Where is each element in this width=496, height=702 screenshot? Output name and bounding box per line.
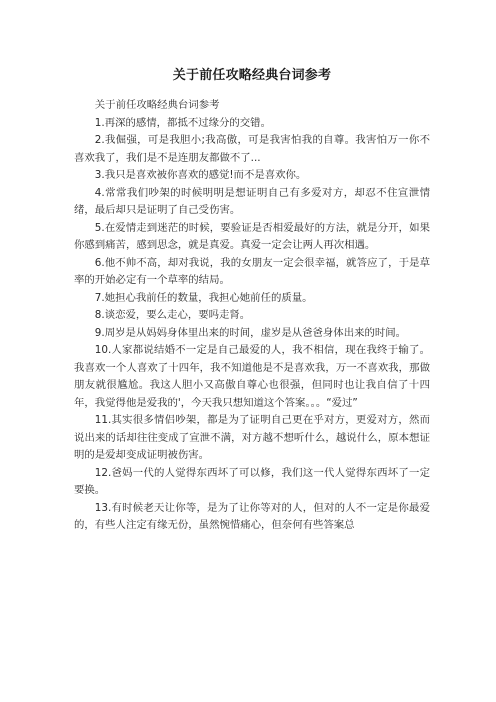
paragraph: 13.有时候老天让你等，是为了让你等对的人，但对的人不一定是你最爱的，有些人注定有缘无份，虽然惋惜痛心，但奈何有些答案总	[74, 501, 430, 531]
document-body	[74, 97, 430, 535]
paragraph: 11.其实很多情侣吵架，都是为了证明自己更在乎对方，更爱对方，然而说出来的话却往往变成了宣泄不满，对方越不想听什么，越说什么，原本想证明的是爱却变成证明被伤害。	[74, 414, 430, 461]
document-title: 关于前任攻略经典台词参考	[172, 68, 332, 83]
paragraph: 1.再深的感情，都抵不过缘分的交错。	[94, 116, 271, 129]
paragraph: 10.人家都说结婚不一定是自己最爱的人，我不相信，现在我终于输了。我喜欢一个人喜欢了十四年，我不知道他是不是喜欢我，万一不喜欢我，那做朋友就很尴尬。我这人胆小又高傲自尊心也很强，但同时也让我自信了十四年，我觉得他是爱我的'，今天我只想知道这个答案。。。“爱过”	[74, 344, 430, 409]
paragraph: 8.谈恋爱，要么走心，要吗走肾。	[94, 309, 251, 321]
paragraph: 12.爸妈一代的人觉得东西坏了可以修，我们这一代人觉得东西坏了一定要换。	[74, 466, 430, 496]
paragraph: 6.他不帅不高，却对我说，我的女朋友一定会很幸福，就答应了，于是草率的开始必定有一个草率的结局。	[74, 256, 430, 286]
paragraph-heading: 关于前任攻略经典台词参考	[94, 99, 220, 111]
paragraph: 2.我倔强，可是我胆小;我高傲，可是我害怕我的自尊。我害怕万一你不喜欢我了，我们是不是连朋友都做不了...	[74, 134, 430, 164]
paragraph: 7.她担心我前任的数量，我担心她前任的质量。	[94, 291, 313, 304]
paragraph: 5.在爱情走到迷茫的时候，要验证是否相爱最好的方法，就是分开，如果你感到痛苦，感到思念，就是真爱。真爱一定会让两人再次相遇。	[74, 221, 430, 251]
paragraph: 3.我只是喜欢被你喜欢的感觉!而不是喜欢你。	[94, 169, 307, 181]
paragraph: 9.周岁是从妈妈身体里出来的时间，虚岁是从爸爸身体出来的时间。	[94, 326, 407, 339]
paragraph: 4.常常我们吵架的时候明明是想证明自己有多爱对方，却忍不住宣泄情绪，最后却只是证明了自己受伤害。	[74, 186, 430, 216]
